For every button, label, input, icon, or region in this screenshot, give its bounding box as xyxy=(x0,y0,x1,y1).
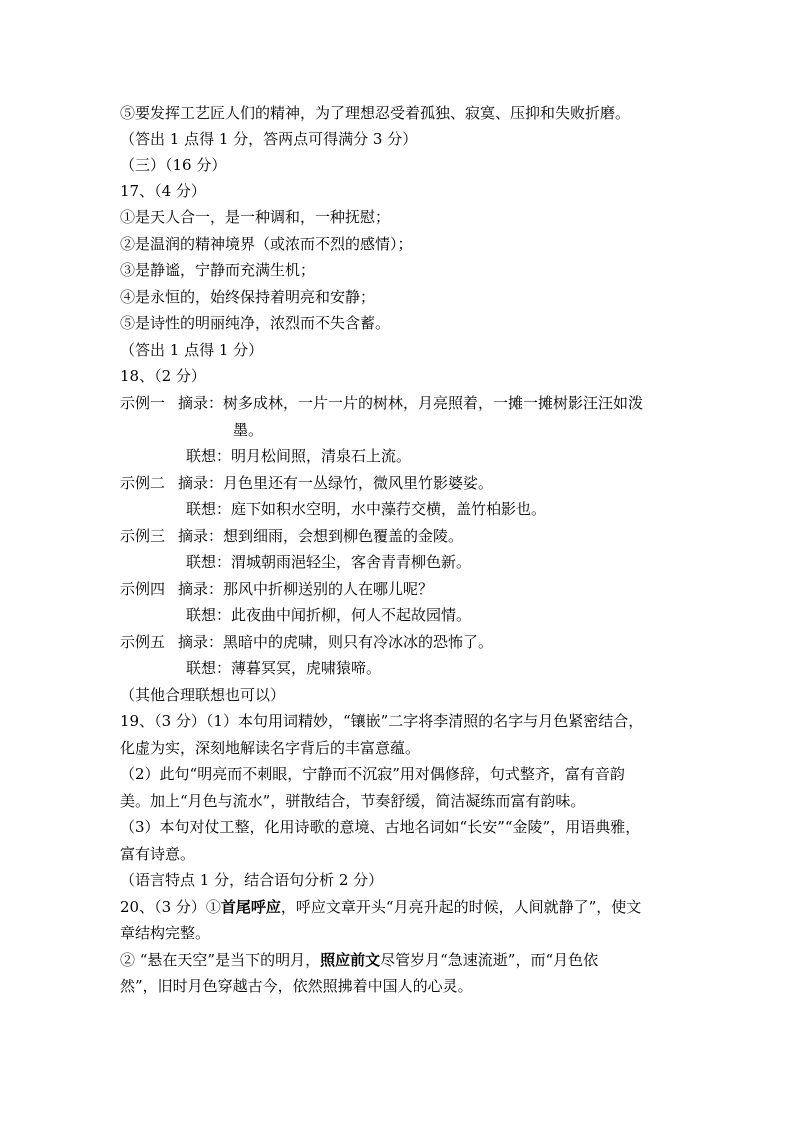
excerpt-label: 摘录： xyxy=(178,474,224,492)
example-label: 示例一 xyxy=(120,394,166,412)
answer-line: 富有诗意。 xyxy=(120,845,196,863)
example-label: 示例五 xyxy=(120,633,166,651)
association-label: 联想： xyxy=(186,447,232,465)
association-text: 薄暮冥冥，虎啸猿啼。 xyxy=(231,659,382,677)
association-label: 联想： xyxy=(186,659,232,677)
association-text: 渭城朝雨浥轻尘，客舍青青柳色新。 xyxy=(231,553,472,571)
answer-line: 19、（3 分）（1）本句用词精妙，“镶嵌”二字将李清照的名字与月色紧密结合， xyxy=(120,712,644,730)
excerpt-text: 月色里还有一丛绿竹，微风里竹影婆娑。 xyxy=(223,474,494,492)
answer-line: （2）此句“明亮而不刺眼，宁静而不沉寂”用对偶修辞，句式整齐，富有音韵 xyxy=(120,765,625,783)
example-label: 示例四 xyxy=(120,580,166,598)
excerpt-continuation: 墨。 xyxy=(233,421,264,439)
answer-line: 然”，旧时月色穿越古今，依然照拂着中国人的心灵。 xyxy=(120,977,473,995)
excerpt-label: 摘录： xyxy=(178,394,224,412)
association-text: 明月松间照，清泉石上流。 xyxy=(231,447,412,465)
answer-text: ② “悬在天空”是当下的明月， xyxy=(120,951,321,969)
association-text: 庭下如积水空明，水中藻荇交横，盖竹柏影也。 xyxy=(231,500,547,518)
question-number: 18、（2 分） xyxy=(120,367,206,385)
answer-line: ③是静谧，宁静而充满生机； xyxy=(120,261,316,279)
excerpt-label: 摘录： xyxy=(178,633,224,651)
keyword-bold: 照应前文 xyxy=(320,951,381,969)
association-label: 联想： xyxy=(186,606,232,624)
association-label: 联想： xyxy=(186,500,232,518)
answer-line: 美。加上“月色与流水”，骈散结合，节奏舒缓，简洁凝练而富有韵味。 xyxy=(120,792,586,810)
example-association-line xyxy=(120,553,471,571)
example-label: 示例三 xyxy=(120,527,166,545)
question-number: 20、（3 分）① xyxy=(120,898,221,916)
excerpt-label: 摘录： xyxy=(178,527,224,545)
excerpt-text: 想到细雨，会想到柳色覆盖的金陵。 xyxy=(223,527,464,545)
example-excerpt-line xyxy=(120,633,493,651)
section-heading: （三）（16 分） xyxy=(120,156,227,174)
excerpt-text: 那风中折柳送别的人在哪儿呢？ xyxy=(223,580,434,598)
example-label: 示例二 xyxy=(120,474,166,492)
scoring-note: （答出 1 点得 1 分） xyxy=(120,341,264,359)
answer-line: ①是天人合一，是一种调和，一种抚慰； xyxy=(120,208,391,226)
excerpt-text: 树多成林，一片一片的树林，月亮照着，一摊一摊树影汪汪如泼 xyxy=(223,394,644,412)
example-association-line xyxy=(120,606,471,624)
answer-line: ⑤要发挥工艺匠人们的精神，为了理想忍受着孤独、寂寞、压抑和失败折磨。 xyxy=(120,104,631,122)
example-excerpt-line xyxy=(120,580,433,598)
answer-line xyxy=(120,898,641,916)
answer-text: 尽管岁月“急速流逝”，而“月色依 xyxy=(380,951,599,969)
excerpt-label: 摘录： xyxy=(178,580,224,598)
answer-text: ，呼应文章开头“月亮升起的时候，人间就静了”，使文 xyxy=(280,898,642,916)
keyword-bold: 首尾呼应 xyxy=(220,898,281,916)
answer-line xyxy=(120,951,598,969)
example-association-line xyxy=(120,447,411,465)
scoring-note: （答出 1 点得 1 分，答两点可得满分 3 分） xyxy=(120,130,418,148)
example-association-line xyxy=(120,659,381,677)
answer-line: 章结构完整。 xyxy=(120,924,211,942)
association-text: 此夜曲中闻折柳，何人不起故园情。 xyxy=(231,606,472,624)
example-association-line xyxy=(120,500,546,518)
example-excerpt-line xyxy=(120,394,643,412)
question-number: 17、（4 分） xyxy=(120,182,206,200)
example-excerpt-line xyxy=(120,474,493,492)
answer-line: ④是永恒的，始终保持着明亮和安静； xyxy=(120,288,376,306)
excerpt-text: 黑暗中的虎啸，则只有冷冰冰的恐怖了。 xyxy=(223,633,494,651)
scoring-note: （其他合理联想也可以） xyxy=(120,686,286,704)
association-label: 联想： xyxy=(186,553,232,571)
answer-line: ⑤是诗性的明丽纯净，浓烈而不失含蓄。 xyxy=(120,314,391,332)
answer-line: （3）本句对仗工整，化用诗歌的意境、古地名词如“长安”“金陵”，用语典雅， xyxy=(120,818,641,836)
scoring-note: （语言特点 1 分，结合语句分析 2 分） xyxy=(120,871,384,889)
answer-line: 化虚为实，深刻地解读名字背后的丰富意蕴。 xyxy=(120,739,421,757)
answer-line: ②是温润的精神境界（或浓而不烈的感情）； xyxy=(120,235,413,253)
example-excerpt-line xyxy=(120,527,463,545)
